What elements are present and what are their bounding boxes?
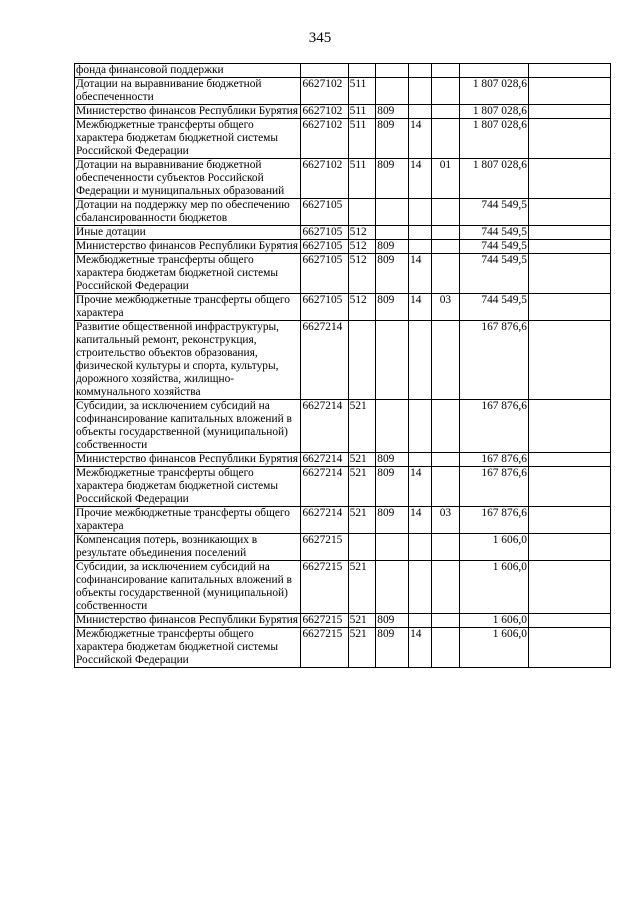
cell-subsection	[431, 199, 460, 226]
cell-subsection-text: 03	[439, 294, 452, 306]
cell-amount-text: 744 549,5	[481, 254, 527, 266]
cell-name	[75, 453, 301, 467]
cell-target-article	[301, 105, 348, 119]
cell-name-text: Прочие межбюджетные трансферты общего характера	[76, 294, 290, 319]
cell-amount	[460, 159, 529, 199]
cell-subsection	[431, 78, 460, 105]
cell-expense-type	[348, 561, 376, 614]
cell-empty	[528, 561, 610, 614]
cell-amount	[460, 105, 529, 119]
cell-name	[75, 400, 301, 453]
cell-amount	[460, 614, 529, 628]
cell-target-article-text: 6627215	[302, 628, 343, 640]
cell-expense-type	[348, 628, 376, 668]
cell-amount	[460, 240, 529, 254]
cell-amount-text: 744 549,5	[481, 226, 527, 238]
cell-amount-text: 1 606,0	[492, 614, 527, 626]
table-row	[75, 534, 611, 561]
table-body	[75, 64, 611, 668]
cell-amount	[460, 78, 529, 105]
cell-ministry-code	[376, 628, 409, 668]
cell-expense-type	[348, 400, 376, 453]
cell-name-text: Иные дотации	[76, 226, 146, 238]
cell-target-article-text: 6627105	[302, 199, 343, 211]
cell-target-article-text: 6627215	[302, 561, 343, 573]
cell-ministry-code	[376, 453, 409, 467]
table-row	[75, 119, 611, 159]
table-row	[75, 614, 611, 628]
table-row	[75, 199, 611, 226]
cell-amount-text: 1 807 028,6	[472, 119, 527, 131]
cell-name	[75, 254, 301, 294]
table-row	[75, 561, 611, 614]
cell-ministry-code	[376, 64, 409, 78]
cell-subsection	[431, 294, 460, 321]
table-row	[75, 628, 611, 668]
cell-empty	[528, 78, 610, 105]
cell-amount	[460, 254, 529, 294]
cell-name-text: Дотации на выравнивание бюджетной обеспеченности	[76, 78, 262, 103]
table-row	[75, 226, 611, 240]
cell-subsection-text: 01	[439, 159, 452, 171]
cell-amount	[460, 226, 529, 240]
cell-target-article-text: 6627105	[302, 254, 343, 266]
cell-expense-type-text: 511	[349, 105, 367, 117]
cell-expense-type	[348, 78, 376, 105]
cell-empty	[528, 400, 610, 453]
cell-subsection	[431, 254, 460, 294]
cell-section	[409, 507, 432, 534]
cell-ministry-code	[376, 119, 409, 159]
cell-empty	[528, 254, 610, 294]
cell-subsection	[431, 507, 460, 534]
cell-target-article	[301, 226, 348, 240]
cell-section	[409, 105, 432, 119]
cell-expense-type	[348, 159, 376, 199]
page-number: 345	[308, 30, 332, 46]
cell-ministry-code	[376, 78, 409, 105]
cell-empty	[528, 321, 610, 400]
cell-section	[409, 254, 432, 294]
cell-expense-type	[348, 119, 376, 159]
table-row	[75, 159, 611, 199]
cell-expense-type-text: 521	[349, 400, 367, 412]
cell-target-article	[301, 453, 348, 467]
cell-ministry-code-text: 809	[377, 467, 395, 479]
cell-amount-text: 1 606,0	[492, 534, 527, 546]
cell-empty	[528, 453, 610, 467]
cell-name-text: Министерство финансов Республики Бурятия	[76, 614, 298, 626]
cell-expense-type-text: 521	[349, 561, 367, 573]
cell-expense-type	[348, 614, 376, 628]
cell-empty	[528, 64, 610, 78]
cell-amount	[460, 64, 529, 78]
cell-amount-text: 1 807 028,6	[472, 105, 527, 117]
cell-expense-type	[348, 226, 376, 240]
cell-empty	[528, 240, 610, 254]
cell-target-article	[301, 254, 348, 294]
cell-amount	[460, 628, 529, 668]
cell-expense-type-text: 512	[349, 254, 367, 266]
table-row	[75, 64, 611, 78]
cell-name-text: Компенсация потерь, возникающих в результате объединения поселений	[76, 534, 258, 559]
cell-expense-type-text: 512	[349, 226, 367, 238]
cell-amount-text: 167 876,6	[481, 321, 527, 333]
cell-name-text: фонда финансовой поддержки	[76, 64, 224, 76]
cell-expense-type	[348, 467, 376, 507]
cell-name	[75, 467, 301, 507]
cell-amount	[460, 294, 529, 321]
cell-subsection	[431, 119, 460, 159]
cell-subsection	[431, 561, 460, 614]
cell-subsection	[431, 614, 460, 628]
cell-expense-type-text: 512	[349, 240, 367, 252]
cell-empty	[528, 628, 610, 668]
cell-amount-text: 1 807 028,6	[472, 159, 527, 171]
cell-name-text: Дотации на поддержку мер по обеспечению сбалансированности бюджетов	[76, 199, 290, 224]
cell-ministry-code	[376, 507, 409, 534]
cell-target-article	[301, 240, 348, 254]
table-row	[75, 78, 611, 105]
cell-empty	[528, 226, 610, 240]
cell-amount-text: 167 876,6	[481, 453, 527, 465]
cell-empty	[528, 159, 610, 199]
cell-target-article	[301, 78, 348, 105]
cell-name-text: Развитие общественной инфраструктуры, капитальный ремонт, реконструкция, строительство объектов образования, физической культуры и спорта, культуры, дорожного хозяйства, жилищно-коммунального хозяйства	[76, 321, 280, 398]
cell-subsection	[431, 240, 460, 254]
cell-target-article-text: 6627214	[302, 467, 343, 479]
cell-expense-type-text: 511	[349, 119, 367, 131]
cell-expense-type	[348, 534, 376, 561]
cell-section-text: 14	[410, 628, 422, 640]
cell-target-article-text: 6627214	[302, 453, 343, 465]
cell-amount	[460, 534, 529, 561]
cell-section	[409, 628, 432, 668]
cell-subsection-text: 03	[439, 507, 452, 519]
cell-ministry-code	[376, 240, 409, 254]
cell-target-article	[301, 561, 348, 614]
cell-ministry-code-text: 809	[377, 254, 395, 266]
budget-table	[74, 63, 611, 668]
cell-section-text: 14	[410, 119, 422, 131]
cell-subsection	[431, 321, 460, 400]
cell-name-text: Дотации на выравнивание бюджетной обеспеченности субъектов Российской Федерации и муниципальных образований	[76, 159, 285, 197]
cell-amount-text: 744 549,5	[481, 240, 527, 252]
cell-name-text: Прочие межбюджетные трансферты общего характера	[76, 507, 290, 532]
cell-section	[409, 321, 432, 400]
cell-section-text: 14	[410, 467, 422, 479]
cell-amount	[460, 453, 529, 467]
cell-name-text: Министерство финансов Республики Бурятия	[76, 105, 298, 117]
cell-expense-type-text: 521	[349, 453, 367, 465]
cell-subsection	[431, 467, 460, 507]
cell-expense-type	[348, 321, 376, 400]
cell-ministry-code	[376, 321, 409, 400]
cell-name	[75, 321, 301, 400]
cell-ministry-code	[376, 294, 409, 321]
cell-subsection	[431, 534, 460, 561]
cell-amount-text: 1 807 028,6	[472, 78, 527, 90]
cell-name	[75, 199, 301, 226]
cell-expense-type-text: 521	[349, 614, 367, 626]
cell-section	[409, 453, 432, 467]
cell-target-article	[301, 119, 348, 159]
cell-amount-text: 167 876,6	[481, 467, 527, 479]
cell-name	[75, 105, 301, 119]
table-row	[75, 254, 611, 294]
cell-expense-type-text: 511	[349, 159, 367, 171]
cell-section	[409, 240, 432, 254]
cell-ministry-code	[376, 199, 409, 226]
cell-ministry-code	[376, 400, 409, 453]
cell-name-text: Субсидии, за исключением субсидий на софинансирование капитальных вложений в объекты государственной (муниципальной) собственности	[76, 400, 292, 451]
cell-name	[75, 240, 301, 254]
cell-subsection	[431, 159, 460, 199]
cell-amount	[460, 321, 529, 400]
cell-name-text: Министерство финансов Республики Бурятия	[76, 240, 298, 252]
cell-amount-text: 744 549,5	[481, 199, 527, 211]
cell-target-article-text: 6627214	[302, 507, 343, 519]
cell-ministry-code-text: 809	[377, 507, 395, 519]
cell-target-article	[301, 628, 348, 668]
cell-target-article-text: 6627105	[302, 294, 343, 306]
cell-target-article-text: 6627102	[302, 78, 343, 90]
cell-section	[409, 159, 432, 199]
cell-target-article	[301, 507, 348, 534]
cell-empty	[528, 294, 610, 321]
cell-ministry-code-text: 809	[377, 614, 395, 626]
cell-target-article	[301, 199, 348, 226]
cell-empty	[528, 119, 610, 159]
cell-ministry-code	[376, 159, 409, 199]
cell-expense-type	[348, 64, 376, 78]
cell-section	[409, 614, 432, 628]
table-row	[75, 467, 611, 507]
cell-ministry-code	[376, 561, 409, 614]
cell-target-article-text: 6627105	[302, 226, 343, 238]
cell-section-text: 14	[410, 507, 422, 519]
cell-empty	[528, 507, 610, 534]
cell-target-article-text: 6627102	[302, 159, 343, 171]
cell-name-text: Министерство финансов Республики Бурятия	[76, 453, 298, 465]
cell-name	[75, 561, 301, 614]
cell-name-text: Субсидии, за исключением субсидий на софинансирование капитальных вложений в объекты государственной (муниципальной) собственности	[76, 561, 292, 612]
cell-ministry-code-text: 809	[377, 119, 395, 131]
cell-section	[409, 199, 432, 226]
cell-expense-type-text: 512	[349, 294, 367, 306]
cell-section	[409, 78, 432, 105]
cell-ministry-code	[376, 467, 409, 507]
cell-target-article-text: 6627214	[302, 400, 343, 412]
cell-section-text: 14	[410, 159, 422, 171]
cell-amount-text: 167 876,6	[481, 507, 527, 519]
cell-target-article	[301, 400, 348, 453]
cell-subsection	[431, 226, 460, 240]
cell-name	[75, 119, 301, 159]
cell-name	[75, 294, 301, 321]
cell-subsection	[431, 400, 460, 453]
table-row	[75, 105, 611, 119]
table-row	[75, 294, 611, 321]
cell-ministry-code-text: 809	[377, 240, 395, 252]
cell-empty	[528, 199, 610, 226]
cell-target-article	[301, 534, 348, 561]
cell-expense-type	[348, 453, 376, 467]
cell-ministry-code	[376, 226, 409, 240]
table-row	[75, 507, 611, 534]
cell-subsection	[431, 453, 460, 467]
cell-name-text: Межбюджетные трансферты общего характера бюджетам бюджетной системы Российской Федерации	[76, 254, 279, 292]
cell-section	[409, 561, 432, 614]
cell-target-article-text: 6627215	[302, 534, 343, 546]
cell-name	[75, 614, 301, 628]
cell-name	[75, 226, 301, 240]
cell-expense-type	[348, 507, 376, 534]
cell-name	[75, 534, 301, 561]
cell-target-article-text: 6627102	[302, 119, 343, 131]
cell-name-text: Межбюджетные трансферты общего характера бюджетам бюджетной системы Российской Федерации	[76, 628, 279, 666]
cell-ministry-code	[376, 534, 409, 561]
cell-subsection	[431, 105, 460, 119]
cell-amount	[460, 400, 529, 453]
cell-expense-type	[348, 294, 376, 321]
cell-target-article	[301, 159, 348, 199]
cell-amount-text: 744 549,5	[481, 294, 527, 306]
cell-target-article-text: 6627215	[302, 614, 343, 626]
cell-expense-type	[348, 105, 376, 119]
cell-amount-text: 167 876,6	[481, 400, 527, 412]
cell-amount	[460, 561, 529, 614]
cell-target-article	[301, 467, 348, 507]
cell-expense-type	[348, 254, 376, 294]
cell-expense-type-text: 521	[349, 628, 367, 640]
cell-name	[75, 64, 301, 78]
cell-section	[409, 64, 432, 78]
cell-name-text: Межбюджетные трансферты общего характера бюджетам бюджетной системы Российской Федерации	[76, 119, 279, 157]
cell-empty	[528, 534, 610, 561]
table-row	[75, 321, 611, 400]
cell-name	[75, 78, 301, 105]
cell-empty	[528, 614, 610, 628]
cell-empty	[528, 467, 610, 507]
cell-empty	[528, 105, 610, 119]
cell-target-article	[301, 64, 348, 78]
cell-expense-type-text: 521	[349, 467, 367, 479]
cell-subsection	[431, 628, 460, 668]
cell-section-text: 14	[410, 254, 422, 266]
cell-expense-type	[348, 240, 376, 254]
cell-ministry-code-text: 809	[377, 105, 395, 117]
cell-target-article-text: 6627102	[302, 105, 343, 117]
cell-target-article	[301, 614, 348, 628]
cell-section	[409, 119, 432, 159]
cell-expense-type-text: 521	[349, 507, 367, 519]
cell-name	[75, 159, 301, 199]
cell-expense-type	[348, 199, 376, 226]
cell-target-article-text: 6627105	[302, 240, 343, 252]
cell-ministry-code-text: 809	[377, 159, 395, 171]
cell-target-article	[301, 321, 348, 400]
cell-amount-text: 1 606,0	[492, 628, 527, 640]
cell-amount	[460, 467, 529, 507]
cell-ministry-code-text: 809	[377, 294, 395, 306]
table-row	[75, 400, 611, 453]
cell-target-article-text: 6627214	[302, 321, 343, 333]
cell-ministry-code-text: 809	[377, 628, 395, 640]
cell-ministry-code-text: 809	[377, 453, 395, 465]
cell-section	[409, 294, 432, 321]
cell-name	[75, 628, 301, 668]
cell-ministry-code	[376, 254, 409, 294]
cell-expense-type-text: 511	[349, 78, 367, 90]
cell-ministry-code	[376, 614, 409, 628]
cell-target-article	[301, 294, 348, 321]
cell-section-text: 14	[410, 294, 422, 306]
cell-name-text: Межбюджетные трансферты общего характера бюджетам бюджетной системы Российской Федерации	[76, 467, 279, 505]
cell-section	[409, 467, 432, 507]
cell-name	[75, 507, 301, 534]
cell-section	[409, 226, 432, 240]
cell-subsection	[431, 64, 460, 78]
table-row	[75, 240, 611, 254]
cell-amount-text: 1 606,0	[492, 561, 527, 573]
cell-amount	[460, 507, 529, 534]
cell-amount	[460, 119, 529, 159]
cell-amount	[460, 199, 529, 226]
cell-section	[409, 534, 432, 561]
table-row	[75, 453, 611, 467]
cell-section	[409, 400, 432, 453]
cell-ministry-code	[376, 105, 409, 119]
